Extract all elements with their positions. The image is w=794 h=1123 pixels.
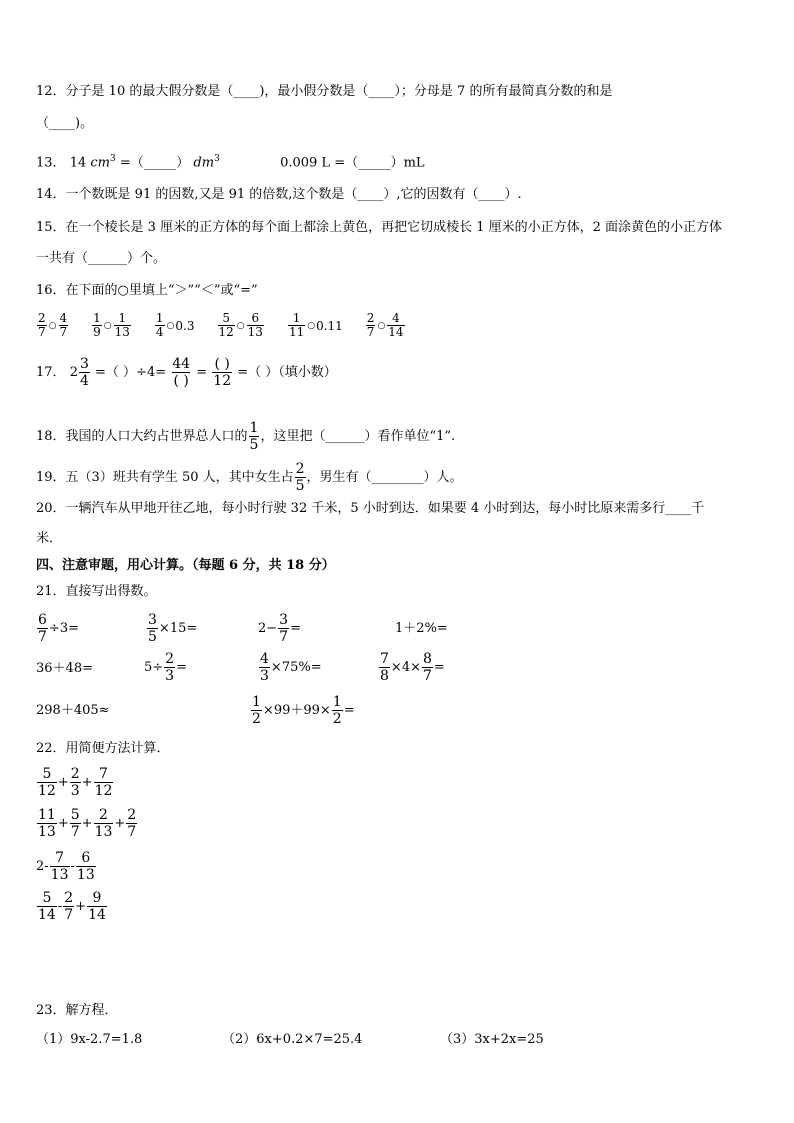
compare-circle-input[interactable]: ○ [103,320,112,331]
q13-sup2: 3 [214,154,220,164]
q19 [36,461,463,494]
q12-line2: （____)。 [36,116,94,131]
q17-fraction: $\frac{3}{4}$ [79,356,89,389]
q21-title: 21．直接写出得数。 [36,584,157,599]
compare-circle-input[interactable]: ○ [307,320,316,331]
q21-e8: $\frac{7}{8}$ ×4× $\frac{8}{7}$ = [380,651,445,684]
q16-item: $\frac{1}{4}$ ○ 0.3 [155,311,195,339]
q13-left-val: 14 [69,155,87,171]
q22-r1: $\frac{5}{12}$ + $\frac{2}{3}$ + $\frac{7}{12}$ [38,766,113,799]
q16-item: $\frac{2}{7}$ ○ $\frac{4}{14}$ [366,311,404,339]
q13-right-unit: dm [193,155,215,171]
q16-item: $\frac{1}{11}$ ○ 0.11 [288,311,343,339]
q17-num: 17． [36,365,66,380]
q21-e5: 36＋48= [36,661,93,676]
q17-t3: =（ ）（填小数） [237,365,337,380]
q21-e4: 1＋2%= [395,621,448,636]
q22-title: 22．用简便方法计算． [36,741,170,756]
q19-fraction: $\frac{2}{5}$ [295,461,305,494]
q22-r4: $\frac{5}{14}$ - $\frac{2}{7}$ + $\frac{9}{14}$ [38,890,106,923]
q21-e7: $\frac{4}{3}$ ×75%= [260,651,322,684]
q19-before: 19．五（3）班共有学生 50 人，其中女生占 [36,470,294,485]
q22-r2: $\frac{11}{13}$ + $\frac{5}{7}$ + $\frac{2}{13}$ + $\frac{2}{7}$ [38,807,137,840]
q18 [36,420,455,453]
q16-item: $\frac{5}{12}$ ○ $\frac{6}{13}$ [218,311,263,339]
q23-e2: （2）6x+0.2×7=25.4 [222,1032,363,1047]
q13-right-text: 0.009 L =（_____）mL [280,155,425,171]
q13 [36,150,425,172]
q23-e1: （1）9x-2.7=1.8 [36,1032,143,1047]
compare-circle-input[interactable]: ○ [236,320,245,331]
q13-num: 13． [36,155,66,171]
q18-before: 18．我国的人口大约占世界总人口的 [36,429,248,444]
q21-e9: 298＋405≈ [36,703,110,718]
q17 [36,356,337,389]
q16-item: $\frac{1}{9}$ ○ $\frac{1}{13}$ [93,311,130,339]
q17-t1: =（ ）÷4= [95,365,167,380]
q21-e10: $\frac{1}{2}$ ×99＋99× $\frac{1}{2}$ = [252,694,355,727]
q23-title: 23．解方程． [36,1003,118,1018]
section-4-heading: 四、注意审题，用心计算。（每题 6 分，共 18 分） [36,558,335,573]
q16-item: $\frac{2}{7}$ ○ $\frac{4}{7}$ [38,311,68,339]
q15-line2: 一共有（______）个。 [36,251,167,266]
q21-e2: $\frac{3}{5}$ ×15= [148,612,198,645]
q16-title: 16．在下面的○里填上“＞”“＜”或“=” [36,283,258,298]
q20-line2: 米． [36,531,63,546]
q15-line1: 15．在一个棱长是 3 厘米的正方体的每个面上都涂上黄色，再把它切成棱长 1 厘米的小正方体，2 面涂黄色的小正方体 [36,220,723,235]
q21-e1: $\frac{6}{7}$ ÷3= [38,612,79,645]
q22-r3: 2- $\frac{7}{13}$ - $\frac{6}{13}$ [36,850,95,883]
q13-sup1: 3 [109,154,116,164]
q17-fraction2: $\frac{44}{( )}$ [172,356,191,389]
q21-e3: 2− $\frac{3}{7}$ = [258,612,301,645]
q16-items [36,310,406,339]
q17-t2: = [196,365,208,380]
q21-e6: 5÷ $\frac{2}{3}$ = [144,651,187,684]
q20-line1: 20．一辆汽车从甲地开往乙地，每小时行驶 32 千米，5 小时到达．如果要 4 小时到达，每小时比原来需多行____千 [36,501,705,516]
q14: 14．一个数既是 91 的因数,又是 91 的倍数,这个数是（____）,它的因数有（____）. [36,187,522,202]
q17-fraction3: $\frac{( )}{12}$ [213,356,232,389]
compare-circle-input[interactable]: ○ [377,320,386,331]
q13-mid: =（_____） [119,155,190,171]
q17-whole: 2 [69,365,78,380]
q18-after: ，这里把（______）看作单位“1”. [260,429,456,444]
q18-fraction: $\frac{1}{5}$ [249,420,259,453]
q19-after: ，男生有（________）人。 [306,470,463,485]
q13-left-unit: cm [90,155,110,171]
q23-e3: （3）3x+2x=25 [440,1032,544,1047]
compare-circle-input[interactable]: ○ [166,320,175,331]
q12-line1: 12．分子是 10 的最大假分数是（____)，最小假分数是（____）；分母是 7 的所有最简真分数的和是 [36,84,613,99]
compare-circle-input[interactable]: ○ [48,320,57,331]
